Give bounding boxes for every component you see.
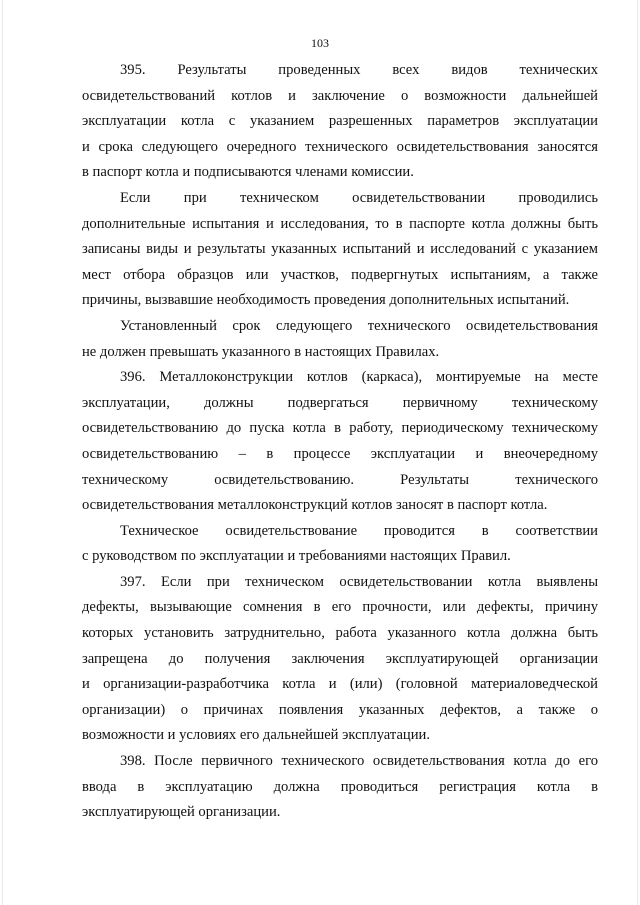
- text-line: и организации-разработчика котла и (или) (головной материаловедческой: [82, 676, 598, 693]
- text-line: дефекты, вызывающие сомнения в его прочности, или дефекты, причину: [82, 599, 598, 616]
- text-line: с руководством по эксплуатации и требованиями настоящих Правил.: [82, 548, 511, 565]
- text-line: организации) о причинах появления указанных дефектов, а также о: [82, 701, 598, 718]
- text-line: мест отбора образцов или участков, подвергнутых испытаниям, а также: [82, 266, 598, 283]
- text-line: Техническое освидетельствование проводится в соответствии: [120, 522, 598, 539]
- text-line: и срока следующего очередного технического освидетельствования заносятся: [82, 138, 598, 155]
- paragraph-395: [82, 58, 598, 186]
- text-line: 397. Если при техническом освидетельствовании котла выявлены: [120, 573, 598, 590]
- text-line: освидетельствованию до пуска котла в работу, периодическому техническому: [82, 420, 598, 437]
- page-number: 103: [311, 36, 329, 50]
- text-line: эксплуатации котла с указанием разрешенных параметров эксплуатации: [82, 113, 598, 130]
- scan-edge-left: [2, 0, 3, 905]
- text-line: эксплуатации, должны подвергаться первичному техническому: [82, 394, 598, 411]
- text-line: в паспорт котла и подписываются членами комиссии.: [82, 164, 414, 181]
- text-line: записаны виды и результаты указанных испытаний и исследований с указанием: [82, 241, 598, 258]
- text-line: Если при техническом освидетельствовании проводились: [120, 189, 598, 206]
- paragraph-397: [82, 570, 598, 749]
- text-line: техническому освидетельствованию. Результаты технического: [82, 471, 598, 488]
- text-line: которых установить затруднительно, работа указанного котла должна быть: [82, 625, 598, 642]
- text-line: ввода в эксплуатацию должна проводиться регистрация котла в: [82, 778, 598, 795]
- text-line: причины, вызвавшие необходимость проведения дополнительных испытаний.: [82, 292, 570, 309]
- text-line: освидетельствованию – в процессе эксплуатации и внеочередному: [82, 445, 598, 462]
- text-line: Установленный срок следующего технического освидетельствования: [120, 317, 598, 334]
- text-line: запрещена до получения заключения эксплуатирующей организации: [82, 650, 598, 667]
- paragraph-395-additional-tests: [82, 186, 598, 314]
- body-text: [82, 58, 598, 826]
- text-line: эксплуатирующей организации.: [82, 804, 281, 821]
- paragraph-396: [82, 365, 598, 519]
- paragraph-395-term: [82, 314, 598, 365]
- text-line: освидетельствования металлоконструкций котлов заносят в паспорт котла.: [82, 497, 548, 514]
- paragraph-398: [82, 749, 598, 826]
- text-line: 395. Результаты проведенных всех видов технических: [120, 62, 598, 78]
- text-line: возможности и условиях его дальнейшей эксплуатации.: [82, 727, 431, 744]
- paragraph-396-procedure: [82, 519, 598, 570]
- text-line: 398. После первичного технического освидетельствования котла до его: [120, 753, 598, 770]
- text-line: не должен превышать указанного в настоящих Правилах.: [82, 343, 440, 360]
- scan-edge-right: [637, 0, 638, 905]
- text-line: освидетельствований котлов и заключение о возможности дальнейшей: [82, 87, 598, 104]
- text-line: 396. Металлоконструкции котлов (каркаса), монтируемые на месте: [120, 369, 598, 386]
- text-line: дополнительные испытания и исследования, то в паспорте котла должны быть: [82, 215, 598, 232]
